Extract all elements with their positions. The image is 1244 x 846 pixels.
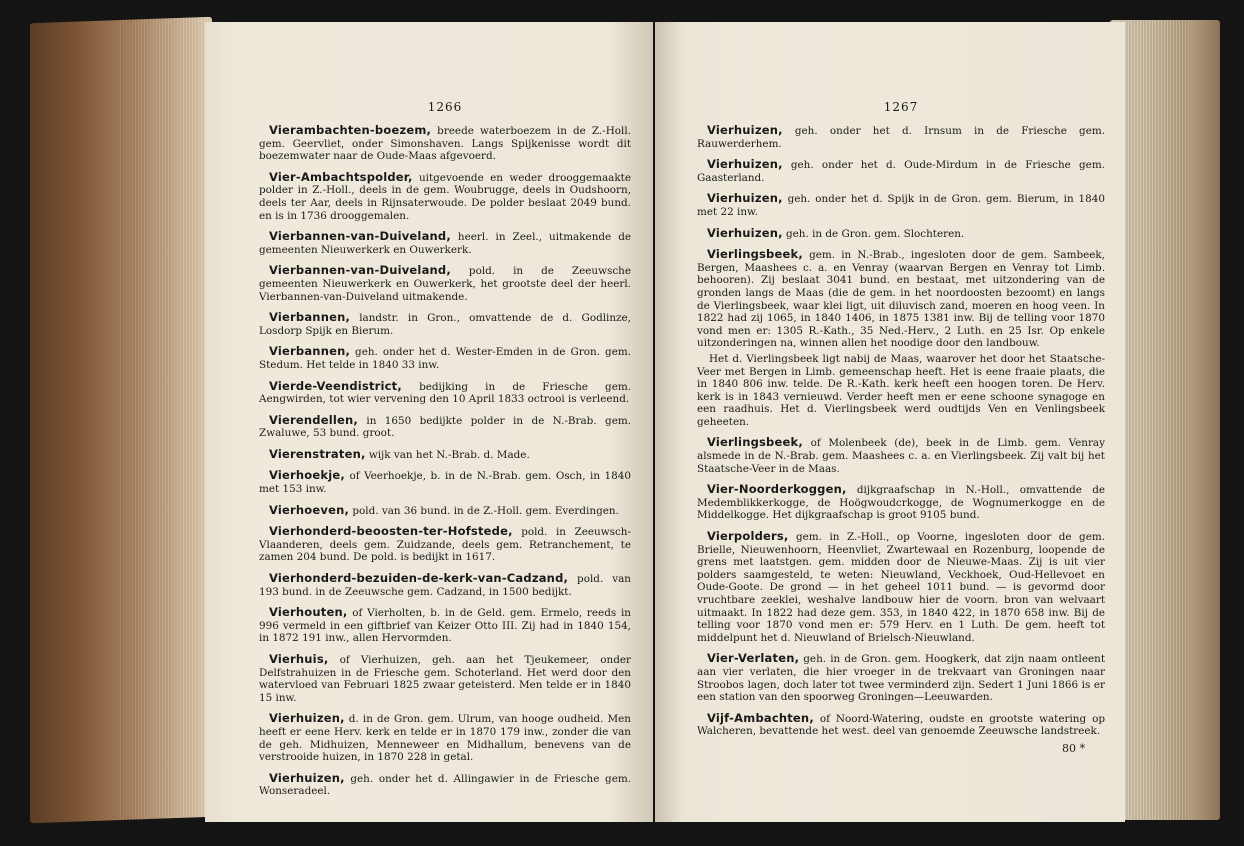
dictionary-entry — [697, 192, 1105, 218]
dictionary-entry — [697, 227, 1105, 241]
dictionary-entry — [697, 712, 1105, 738]
entry-text: pold. in Zeeuwsch-Vlaanderen, deels gem. Zuidzande, deels gem. Retranchement, te zamen 204 bund. De pold. is bedijkt in 1617. — [259, 526, 631, 564]
dictionary-entry — [259, 572, 631, 598]
entry-text: of Noord-Watering, oudste en grootste watering op Walcheren, bevattende het west. deel van genoemde Zeeuwsche landstreek. — [697, 712, 1105, 738]
dictionary-entry — [259, 414, 631, 440]
entry-text: geh. in de Gron. gem. Slochteren. — [782, 227, 965, 240]
entry-text: in 1650 bedijkte polder in de N.-Brab. gem. Zwaluwe, 53 bund. groot. — [259, 414, 631, 440]
dictionary-entry — [259, 345, 631, 371]
entry-text: landstr. in Gron., omvattende de d. Godlinze, Losdorp Spijk en Bierum. — [259, 312, 631, 337]
entry-text: geh. onder het d. Spijk in de Gron. gem. Bierum, in 1840 met 22 inw. — [697, 193, 1105, 218]
page-edges-right — [1110, 20, 1220, 820]
dictionary-entry — [697, 124, 1105, 150]
entry-headword: Vierhoeven, — [269, 502, 350, 517]
entry-text: d. in de Gron. gem. Ulrum, van hooge oudheid. Men heeft er eene Herv. kerk en telde er in 1870 179 inw., zonder die van de geh. Midhuizen, Menneweer en Midhallum, benevens van de verstrooide huizen, in 1870 228 in getal. — [259, 713, 631, 764]
entry-headword: Vierpolders, — [707, 529, 789, 544]
entry-text: geh. in de Gron. gem. Hoogkerk, dat zijn naam ontleent aan vier verlaten, die hier vroeger in de trekvaart van Groningen naar Stroobos lagen, doch later tot twee verminderd zijn. Sedert 1 Juni 1866 is er een station van den spoorweg Groningen—Leeuwarden. — [697, 653, 1105, 704]
dictionary-entry — [259, 653, 631, 704]
dictionary-entry — [259, 712, 631, 763]
entry-text: of Veerhoekje, b. in de N.-Brab. gem. Osch, in 1840 met 153 inw. — [259, 470, 631, 496]
entry-headword: Vierhonderd-bezuiden-de-kerk-van-Cadzand, — [269, 571, 569, 586]
entry-headword: Vierhuizen, — [707, 123, 783, 137]
entry-headword: Vierhoekje, — [269, 468, 345, 483]
entry-text: breede waterboezem in de Z.-Holl. gem. Geervliet, onder Simonshaven. Langs Spijkenisse wordt dit boezemwater naar de Oude-Maas afgevoerd. — [259, 125, 631, 163]
entry-headword: Vierenstraten, — [269, 446, 366, 461]
entry-text: Het d. Vierlingsbeek ligt nabij de Maas, waarover het door het Staatsche-Veer met Bergen in Limb. gemeenschap heeft. Het is eene fraaie plaats, die in 1840 806 inw. telde. De R.-Kath. kerk heeft een hoogen toren. De Herv. kerk is in 1843 vernieuwd. Verder heeft men er eene schoone synagoge en een raadhuis. Het d. Vierlingsbeek werd oudtijds Ven en Venlingsbeek geheeten. — [697, 352, 1105, 428]
entry-text: gem. in N.-Brab., ingesloten door de gem. Sambeek, Bergen, Maashees c. a. en Venray (waarvan Bergen en Venray tot Limb. behooren). Zij beslaat 3041 bund. en bestaat, met uitzondering van de gronden langs de Maas (die de gem. in het noordoosten bezoomt) en langs de Vierlingsbeek, waar klei ligt, uit diluvisch zand, moeren en hoog veen. In 1822 had zij 1065, in 1840 1406, in 1875 1381 inw. Bij de telling voor 1870 vond men er: 1305 R.-Kath., 35 Ned.-Herv., 2 Luth. en 25 Isr. Op enkele uitzonderingen na, winnen allen het noodige door den landbouw. — [697, 249, 1105, 350]
entry-headword: Vier-Ambachtspolder, — [269, 169, 413, 184]
dictionary-entry — [259, 606, 631, 645]
entry-text: gem. in Z.-Holl., op Voorne, ingesloten door de gem. Brielle, Nieuwenhoorn, Heenvliet, Zwartewaal en Rozenburg, loopende de grens met laatstgen. gem. midden door de Nieuwe-Maas. Zij is uit vier polders saamgesteld, te weten: Nieuwland, Veckhoek, Oud-Hellevoet en Oude-Goote. De grond — in het geheel 1011 bund. — is gevormd door vruchtbare zeeklei, weshalve landbouw hier de voorn. bron van welvaart uitmaakt. In 1822 had deze gem. 353, in 1840 422, in 1870 658 inw. Bij de telling voor 1870 vond men er: 579 Herv. en 1 Luth. De gem. heeft tot middelpunt het d. Nieuwland of Brielsch-Nieuwland. — [697, 531, 1105, 644]
dictionary-entry — [259, 171, 631, 222]
entry-headword: Vier-Verlaten, — [707, 651, 800, 666]
entry-headword: Vierambachten-boezem, — [269, 123, 432, 137]
dictionary-entry — [697, 436, 1105, 475]
entry-headword: Vierbannen-van-Duiveland, — [269, 229, 451, 244]
left-page — [205, 22, 653, 822]
entry-text: pold. in de Zeeuwsche gemeenten Nieuwerkerk en Ouwerkerk, het grootste deel der heerl. Vierbannen-van-Duiveland uitmakende. — [259, 265, 631, 303]
entry-headword: Vierhuizen, — [269, 711, 345, 726]
entry-text: geh. onder het d. Irnsum in de Friesche gem. Rauwerderhem. — [697, 125, 1105, 150]
entry-headword: Vierhouten, — [269, 605, 348, 620]
dictionary-entry — [259, 525, 631, 564]
entry-text: geh. onder het d. Wester-Emden in de Gron. gem. Stedum. Het telde in 1840 33 inw. — [259, 346, 631, 371]
right-page — [655, 22, 1125, 822]
dictionary-entry — [697, 652, 1105, 703]
dictionary-entry — [259, 772, 631, 798]
entry-headword: Vierlingsbeek, — [707, 247, 803, 262]
dictionary-entry — [697, 158, 1105, 184]
dictionary-entry — [259, 311, 631, 337]
entry-headword: Vierhuizen, — [707, 157, 783, 172]
entry-text: bedijking in de Friesche gem. Aengwirden, tot wier vervening den 10 April 1833 octrooi is verleend. — [259, 380, 631, 406]
entry-text: dijkgraafschap in N.-Holl., omvattende de Medemblikkerkogge, de Hoögwoudcrkogge, de Wognumerkogge en de Middelkogge. Het dijkgraafschap is groot 9105 bund. — [697, 484, 1105, 522]
entry-headword: Vijf-Ambachten, — [707, 710, 814, 725]
dictionary-entry — [697, 530, 1105, 644]
entry-text: pold. van 193 bund. in de Zeeuwsche gem. Cadzand, in 1500 bedijkt. — [259, 573, 631, 598]
entry-text: pold. van 36 bund. in de Z.-Holl. gem. Everdingen. — [349, 504, 619, 517]
entry-headword: Vierhuizen, — [707, 225, 783, 240]
dictionary-entry — [697, 353, 1105, 429]
entry-text: of Molenbeek (de), beek in de Limb. gem. Venray alsmede in de N.-Brab. gem. Maashees c. a. en Vierlingsbeek. Zij valt bij het Staatsche-Veer in de Maas. — [697, 437, 1105, 475]
entry-headword: Vierhuizen, — [707, 191, 783, 206]
entry-headword: Vierbannen, — [269, 310, 351, 325]
page-number: 1267 — [883, 100, 919, 114]
entry-headword: Vierbannen-van-Duiveland, — [269, 263, 451, 278]
dictionary-entry — [697, 248, 1105, 350]
entry-text: uitgevoende en weder drooggemaakte polder in Z.-Holl., deels in de gem. Woubrugge, deels in Oudshoorn, deels ter Aar, deels in Rijnsaterwoude. De polder beslaat 2049 bund. en is in 1736 drooggemalen. — [259, 171, 631, 222]
entry-headword: Vierbannen, — [269, 344, 351, 359]
entry-headword: Vier-Noorderkoggen, — [707, 482, 847, 497]
entry-text: wijk van het N.-Brab. d. Made. — [365, 448, 530, 461]
entry-text: geh. onder het d. Oude-Mirdum in de Friesche gem. Gaasterland. — [697, 159, 1105, 184]
entry-list — [259, 124, 631, 798]
dictionary-entry — [259, 504, 631, 518]
entry-headword: Vierhuizen, — [269, 770, 345, 785]
entry-headword: Vierendellen, — [269, 412, 358, 427]
page-number: 1266 — [427, 100, 463, 114]
entry-headword: Vierhuis, — [269, 652, 329, 666]
dictionary-entry — [697, 483, 1105, 522]
dictionary-entry — [259, 124, 631, 163]
entry-text: of Vierholten, b. in de Geld. gem. Ermelo, reeds in 996 vermeld in een giftbrief van Keizer Otto III. Zij had in 1840 154, in 1872 191 inw., allen Hervormden. — [259, 607, 631, 645]
entry-list — [697, 124, 1105, 738]
dictionary-entry — [259, 264, 631, 303]
dictionary-entry — [259, 469, 631, 495]
dictionary-entry — [259, 448, 631, 462]
entry-text: heerl. in Zeel., uitmakende de gemeenten Nieuwerkerk en Ouwerkerk. — [259, 231, 631, 256]
entry-headword: Vierde-Veendistrict, — [269, 378, 402, 393]
signature-mark: 80 * — [1062, 741, 1085, 755]
entry-text: of Vierhuizen, geh. aan het Tjeukemeer, onder Delfstrahuizen in de Friesche gem. Schoterland. Het werd door den watervloed van Februari 1825 zwaar geteisterd. Men telde er in 1840 15 inw. — [259, 654, 631, 704]
page-edges-left — [30, 17, 212, 823]
dictionary-entry — [259, 380, 631, 406]
entry-headword: Vierlingsbeek, — [707, 435, 803, 450]
dictionary-entry — [259, 230, 631, 256]
entry-text: geh. onder het d. Allingawier in de Friesche gem. Wonseradeel. — [259, 772, 631, 798]
entry-headword: Vierhonderd-beoosten-ter-Hofstede, — [269, 524, 513, 539]
